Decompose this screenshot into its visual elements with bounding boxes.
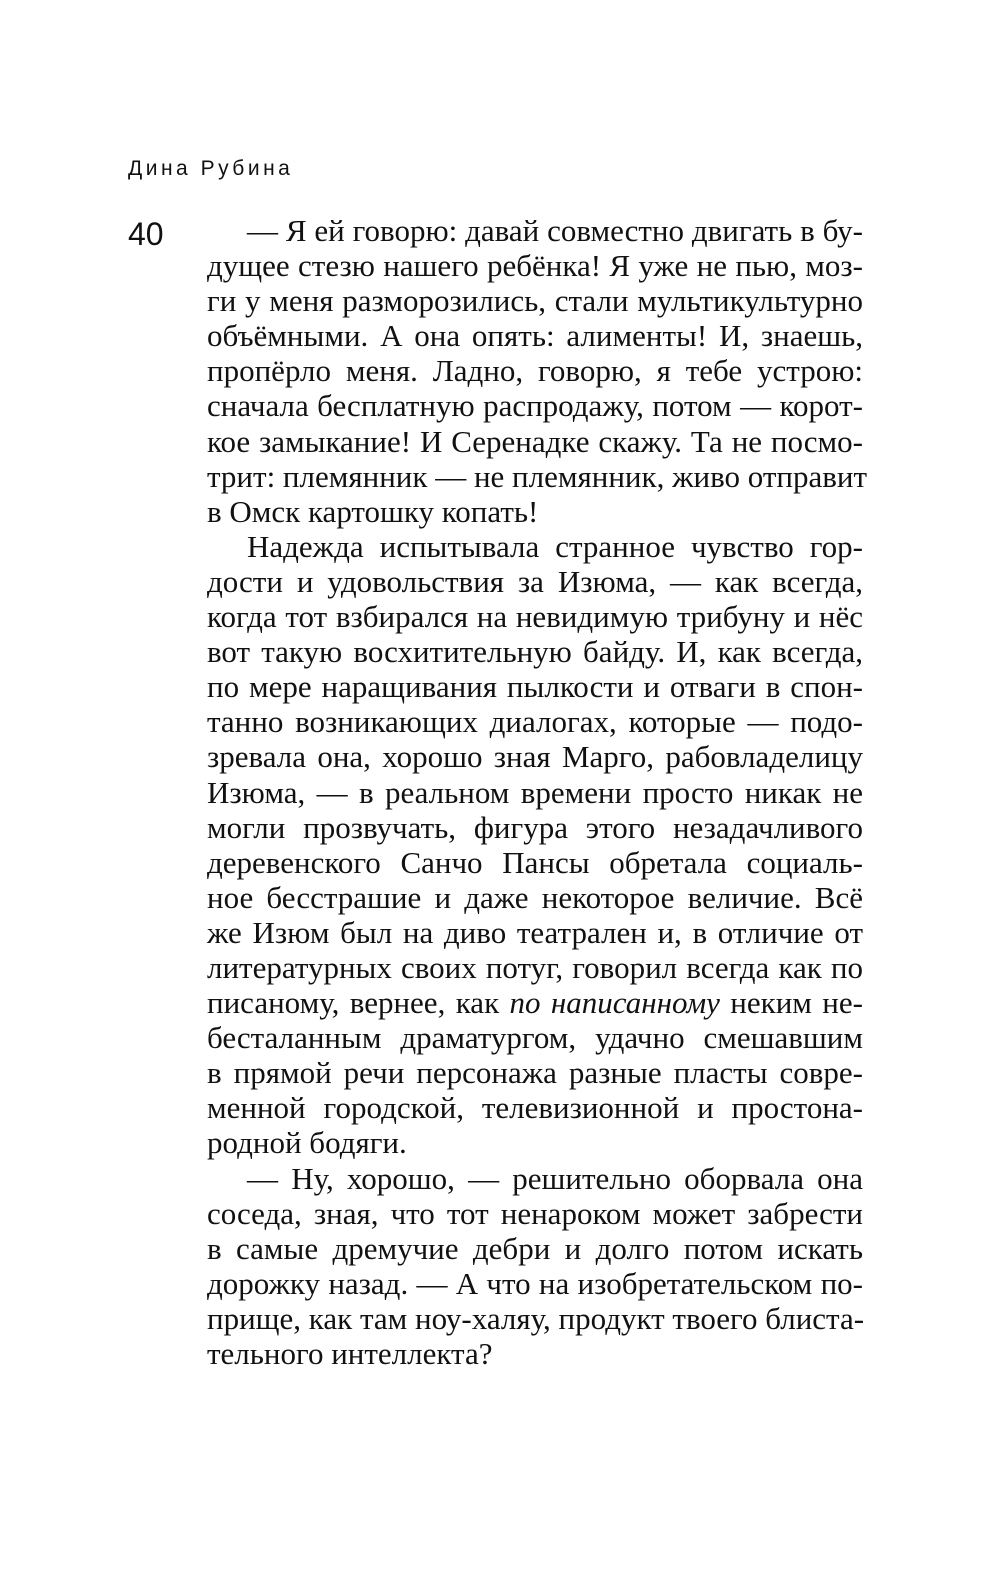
text-segment: писаному, вернее, как xyxy=(207,985,510,1021)
paragraph-2 xyxy=(207,529,863,1161)
text-line-with-italic xyxy=(207,985,863,1020)
text-line: кое замыкание! И Серенадке скажу. Та не посмо- xyxy=(207,423,863,459)
paragraph-1 xyxy=(207,213,868,529)
text-line: объёмными. А она опять: алименты! И, знаешь, xyxy=(207,318,863,354)
running-head: Дина Рубина xyxy=(128,157,294,180)
text-line: в самые дремучие дебри и долго потом искать xyxy=(207,1230,863,1266)
text-line: в Омск картошку копать! xyxy=(207,493,539,529)
text-line: бесталанным драматургом, удачно смешавшим xyxy=(207,1020,863,1056)
text-segment: неким не- xyxy=(719,985,863,1021)
text-line: танно возникающих диалогах, которые — подо- xyxy=(207,704,863,740)
text-line: могли прозвучать, фигура этого незадачливого xyxy=(207,809,863,845)
text-line: зревала она, хорошо зная Марго, рабовладелицу xyxy=(207,739,863,775)
text-line: сначала бесплатную распродажу, потом — корот- xyxy=(207,388,863,424)
text-line: деревенского Санчо Пансы обретала социаль- xyxy=(207,844,863,880)
paragraph-3 xyxy=(207,1161,863,1372)
text-line: ги у меня разморозились, стали мультикультурно xyxy=(207,283,863,319)
text-line: пропёрло меня. Ладно, говорю, я тебе устрою: xyxy=(207,353,863,389)
page-number: 40 xyxy=(128,216,164,252)
text-line: трит: племянник — не племянник, живо отправит xyxy=(207,458,868,494)
text-line: прище, как там ноу-халяу, продукт твоего блиста- xyxy=(207,1300,865,1336)
text-line: когда тот взбирался на невидимую трибуну и нёс xyxy=(207,599,863,635)
text-line: дости и удовольствия за Изюма, — как всегда, xyxy=(207,563,863,599)
text-line: соседа, зная, что тот ненароком может забрести xyxy=(207,1195,863,1231)
text-line: Изюма, — в реальном времени просто никак не xyxy=(207,774,863,810)
text-line: — Ну, хорошо, — решительно оборвала она xyxy=(247,1160,863,1196)
text-line: дущее стезю нашего ребёнка! Я уже не пью, моз- xyxy=(207,248,863,284)
text-line: ное бесстрашие и даже некоторое величие. Всё xyxy=(207,879,863,915)
text-line: — Я ей говорю: давай совместно двигать в бу- xyxy=(247,213,863,248)
text-line: же Изюм был на диво театрален и, в отличие от xyxy=(207,914,863,950)
text-line: родной бодяги. xyxy=(207,1125,407,1161)
text-line: вот такую восхитительную байду. И, как всегда, xyxy=(207,634,863,670)
text-line: тельного интеллекта? xyxy=(207,1336,493,1371)
text-line: в прямой речи персонажа разные пласты совре- xyxy=(207,1055,863,1091)
text-line: менной городской, телевизионной и простона- xyxy=(207,1090,863,1126)
text-line: Надежда испытывала странное чувство гор- xyxy=(247,528,863,564)
body-text xyxy=(207,213,868,1371)
text-line: дорожку назад. — А что на изобретательском по- xyxy=(207,1265,863,1301)
text-line: литературных своих потуг, говорил всегда как по xyxy=(207,949,863,985)
text-line: по мере наращивания пылкости и отваги в спон- xyxy=(207,669,863,705)
italic-phrase: по написанному xyxy=(509,985,720,1021)
